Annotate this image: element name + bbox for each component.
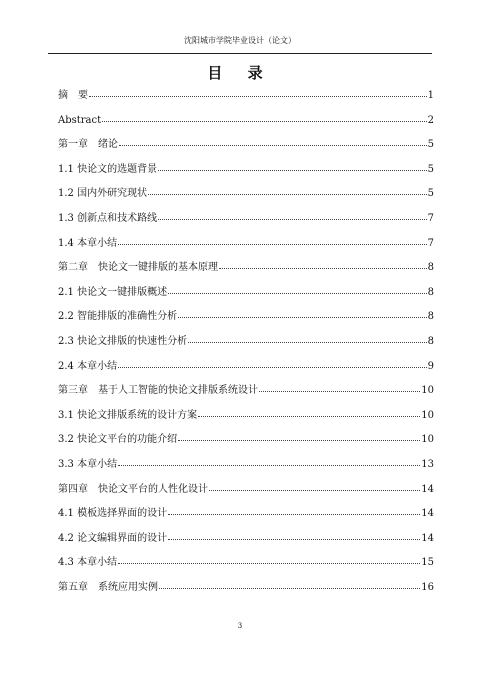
toc-entry-2-3[interactable]	[58, 332, 434, 357]
toc-entry-text: 第二章 快论文一键排版的基本原理	[58, 262, 218, 274]
toc-entry-text: 第四章 快论文平台的人性化设计	[58, 483, 208, 495]
toc-entry-abstract-en[interactable]	[58, 111, 434, 136]
toc-entry-text: 1.4 本章小结	[58, 237, 118, 249]
toc-entry-page: 8	[427, 286, 434, 298]
toc-entry-page: 16	[421, 581, 434, 593]
toc-entry-text: 2.1 快论文一键排版概述	[58, 286, 168, 298]
toc-entry-chapter-5[interactable]	[58, 578, 434, 603]
toc-entry-abstract-cn[interactable]	[58, 86, 434, 111]
toc-entry-text: 2.2 智能排版的准确性分析	[58, 311, 178, 323]
toc-entry-page: 5	[427, 163, 434, 175]
toc-entry-1-4[interactable]	[58, 234, 434, 259]
toc-entry-1-3[interactable]	[58, 209, 434, 234]
toc-entry-page: 9	[427, 360, 434, 372]
toc-entry-text: 1.1 快论文的选题背景	[58, 163, 158, 175]
toc-entry-page: 10	[421, 434, 434, 446]
running-header: 沈阳城市学院毕业设计（论文）	[48, 36, 432, 54]
toc-leader	[119, 136, 427, 146]
toc-entry-text: 3.2 快论文平台的功能介绍	[58, 434, 178, 446]
toc-leader	[118, 358, 427, 368]
toc-entry-page: 7	[427, 237, 434, 249]
toc-entry-3-1[interactable]	[58, 406, 434, 431]
toc-entry-text: 第一章 绪论	[58, 139, 118, 151]
toc-entry-page: 1	[427, 90, 434, 101]
table-of-contents	[58, 86, 434, 602]
toc-entry-2-2[interactable]	[58, 307, 434, 332]
page-number: 3	[237, 622, 243, 630]
toc-entry-chapter-4[interactable]	[58, 480, 434, 505]
toc-leader	[158, 210, 427, 220]
toc-entry-page: 8	[427, 335, 434, 347]
toc-entry-4-1[interactable]	[58, 504, 434, 529]
toc-entry-text: 第三章 基于人工智能的快论文排版系统设计	[58, 385, 258, 397]
toc-entry-page: 13	[421, 458, 434, 470]
toc-entry-page: 14	[421, 483, 434, 495]
toc-leader	[118, 235, 427, 245]
toc-leader	[168, 284, 427, 294]
toc-entry-page: 10	[421, 385, 434, 397]
toc-entry-1-1[interactable]	[58, 160, 434, 185]
toc-leader	[168, 505, 420, 515]
toc-entry-text: 2.4 本章小结	[58, 360, 118, 372]
toc-leader	[102, 112, 426, 122]
toc-entry-3-2[interactable]	[58, 430, 434, 455]
toc-leader	[148, 185, 427, 195]
toc-leader	[198, 407, 420, 417]
toc-leader	[178, 308, 427, 318]
toc-leader	[259, 382, 420, 392]
toc-entry-chapter-2[interactable]	[58, 258, 434, 283]
toc-leader	[158, 161, 427, 171]
toc-entry-page: 8	[427, 262, 434, 274]
toc-entry-text: Abstract	[58, 114, 102, 126]
toc-entry-page: 5	[427, 188, 434, 200]
toc-leader	[168, 530, 420, 540]
toc-entry-page: 15	[421, 557, 434, 569]
toc-entry-page: 7	[427, 212, 434, 224]
toc-entry-text: 3.3 本章小结	[58, 458, 118, 470]
toc-title: 目 录	[207, 64, 273, 82]
toc-entry-text: 2.3 快论文排版的快速性分析	[58, 335, 188, 347]
toc-leader	[178, 431, 420, 441]
toc-entry-chapter-3[interactable]	[58, 381, 434, 406]
toc-leader	[188, 333, 427, 343]
toc-entry-2-1[interactable]	[58, 283, 434, 308]
toc-entry-text: 4.3 本章小结	[58, 557, 118, 569]
toc-leader	[118, 456, 420, 466]
toc-leader	[118, 554, 420, 564]
toc-leader	[219, 259, 427, 269]
toc-entry-text: 摘 要	[58, 90, 88, 101]
toc-leader	[89, 87, 427, 97]
toc-entry-text: 1.2 国内外研究现状	[58, 188, 148, 200]
toc-leader	[159, 579, 420, 589]
toc-entry-3-3[interactable]	[58, 455, 434, 480]
toc-entry-2-4[interactable]	[58, 357, 434, 382]
toc-entry-page: 2	[427, 114, 434, 126]
toc-entry-chapter-1[interactable]	[58, 135, 434, 160]
toc-entry-page: 10	[421, 409, 434, 421]
toc-entry-text: 4.1 模板选择界面的设计	[58, 508, 168, 520]
toc-entry-text: 3.1 快论文排版系统的设计方案	[58, 409, 198, 421]
toc-entry-1-2[interactable]	[58, 184, 434, 209]
toc-entry-page: 5	[427, 139, 434, 151]
toc-entry-text: 4.2 论文编辑界面的设计	[58, 532, 168, 544]
toc-entry-page: 14	[421, 532, 434, 544]
toc-leader	[209, 481, 420, 491]
toc-entry-page: 8	[427, 311, 434, 323]
toc-entry-4-2[interactable]	[58, 529, 434, 554]
toc-entry-text: 1.3 创新点和技术路线	[58, 212, 158, 224]
toc-entry-text: 第五章 系统应用实例	[58, 581, 158, 593]
toc-entry-4-3[interactable]	[58, 553, 434, 578]
toc-entry-page: 14	[421, 508, 434, 520]
